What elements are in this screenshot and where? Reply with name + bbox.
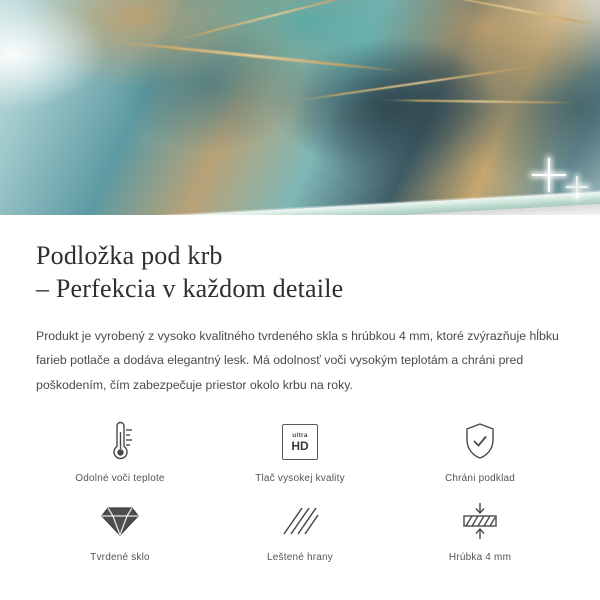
feature-label: Tlač vysokej kvality bbox=[255, 473, 345, 485]
thickness-arrows-icon bbox=[458, 498, 502, 544]
polished-edges-icon bbox=[280, 498, 320, 544]
feature-item bbox=[30, 419, 210, 484]
feature-label: Leštené hrany bbox=[267, 552, 333, 564]
ultra-hd-icon bbox=[282, 419, 318, 465]
text-section bbox=[0, 215, 600, 397]
feature-item bbox=[210, 498, 390, 563]
headline-line-1: Podložka pod krb bbox=[36, 241, 223, 270]
feature-item bbox=[390, 498, 570, 563]
ultra-hd-bottom-text: HD bbox=[291, 439, 309, 454]
page-title bbox=[36, 239, 564, 306]
ultra-hd-top-text: ultra bbox=[292, 431, 308, 439]
hero-image bbox=[0, 0, 600, 215]
feature-item bbox=[390, 419, 570, 484]
feature-label: Odolné voči teplote bbox=[75, 473, 165, 485]
feature-label: Hrúbka 4 mm bbox=[448, 552, 512, 564]
shield-check-icon bbox=[462, 419, 498, 465]
feature-item bbox=[30, 498, 210, 563]
headline-line-2: – Perfekcia v každom detaile bbox=[36, 274, 344, 304]
feature-label: Chráni podklad bbox=[444, 473, 516, 485]
thermometer-icon bbox=[103, 419, 137, 465]
feature-grid bbox=[0, 419, 600, 563]
feature-item bbox=[210, 419, 390, 484]
diamond-icon bbox=[100, 498, 140, 544]
feature-label: Tvrdené sklo bbox=[90, 552, 150, 564]
description-paragraph: Produkt je vyrobený z vysoko kvalitného tvrdeného skla s hrúbkou 4 mm, ktoré zvýrazňuje hĺbku farieb potlače a dodáva elegantný lesk. Má odolnosť voči vysokým teplotám a chráni pred poškodením, čím zabezpečuje priestor okolo krbu na roky. bbox=[36, 328, 559, 392]
glass-panel-photo bbox=[0, 0, 600, 215]
